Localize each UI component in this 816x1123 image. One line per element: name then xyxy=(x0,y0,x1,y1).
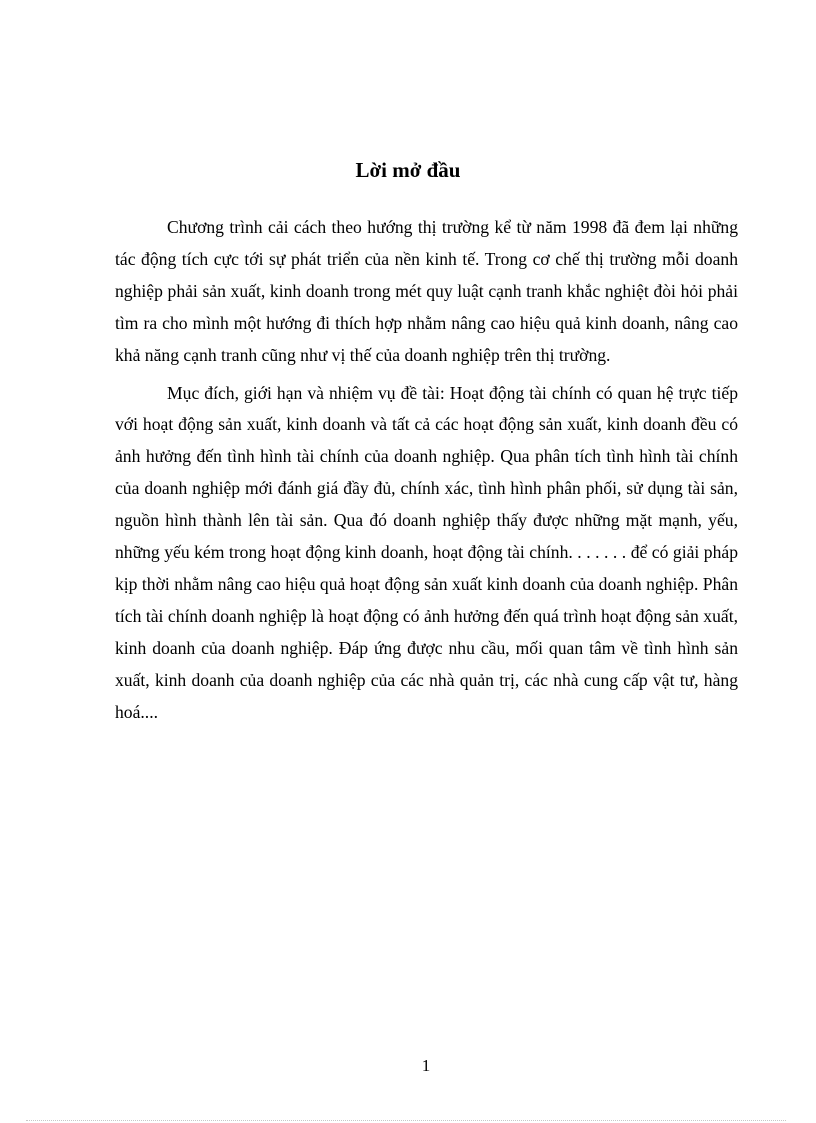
body-text xyxy=(115,212,738,735)
page-title: Lời mở đầu xyxy=(355,158,461,182)
page-bottom-divider xyxy=(26,1120,786,1121)
paragraph-intro: Chương trình cải cách theo hướng thị trường kể từ năm 1998 đã đem lại những tác động tích cực tới sự phát triển của nền kinh tế. Trong cơ chế thị trường mỗi doanh nghiệp phải sản xuất, kinh doanh trong mét quy luật cạnh tranh khắc nghiệt đòi hỏi phải tìm ra cho mình một hướng đi thích hợp nhằm nâng cao hiệu quả kinh doanh, nâng cao khả năng cạnh tranh cũng như vị thế của doanh nghiệp trên thị trường. xyxy=(115,217,738,365)
page-number: 1 xyxy=(421,1056,431,1075)
paragraph-purpose: Mục đích, giới hạn và nhiệm vụ đề tài: Hoạt động tài chính có quan hệ trực tiếp với hoạt động sản xuất, kinh doanh và tất cả các hoạt động sản xuất, kinh doanh đều có ảnh hưởng đến tình hình tài chính của doanh nghiệp. Qua phân tích tình hình tài chính của doanh nghiệp mới đánh giá đầy đủ, chính xác, tình hình phân phối, sử dụng tài sản, nguồn hình thành lên tài sản. Qua đó doanh nghiệp thấy được những mặt mạnh, yếu, những yếu kém trong hoạt động kinh doanh, hoạt động tài chính. . . . . . . để có giải pháp kịp thời nhằm nâng cao hiệu quả hoạt động sản xuất kinh doanh của doanh nghiệp. Phân tích tài chính doanh nghiệp là hoạt động có ảnh hưởng đến quá trình hoạt động sản xuất, kinh doanh của doanh nghiệp. Đáp ứng được nhu cầu, mối quan tâm về tình hình sản xuất, kinh doanh của doanh nghiệp của các nhà quản trị, các nhà cung cấp vật tư, hàng hoá.... xyxy=(115,382,738,722)
